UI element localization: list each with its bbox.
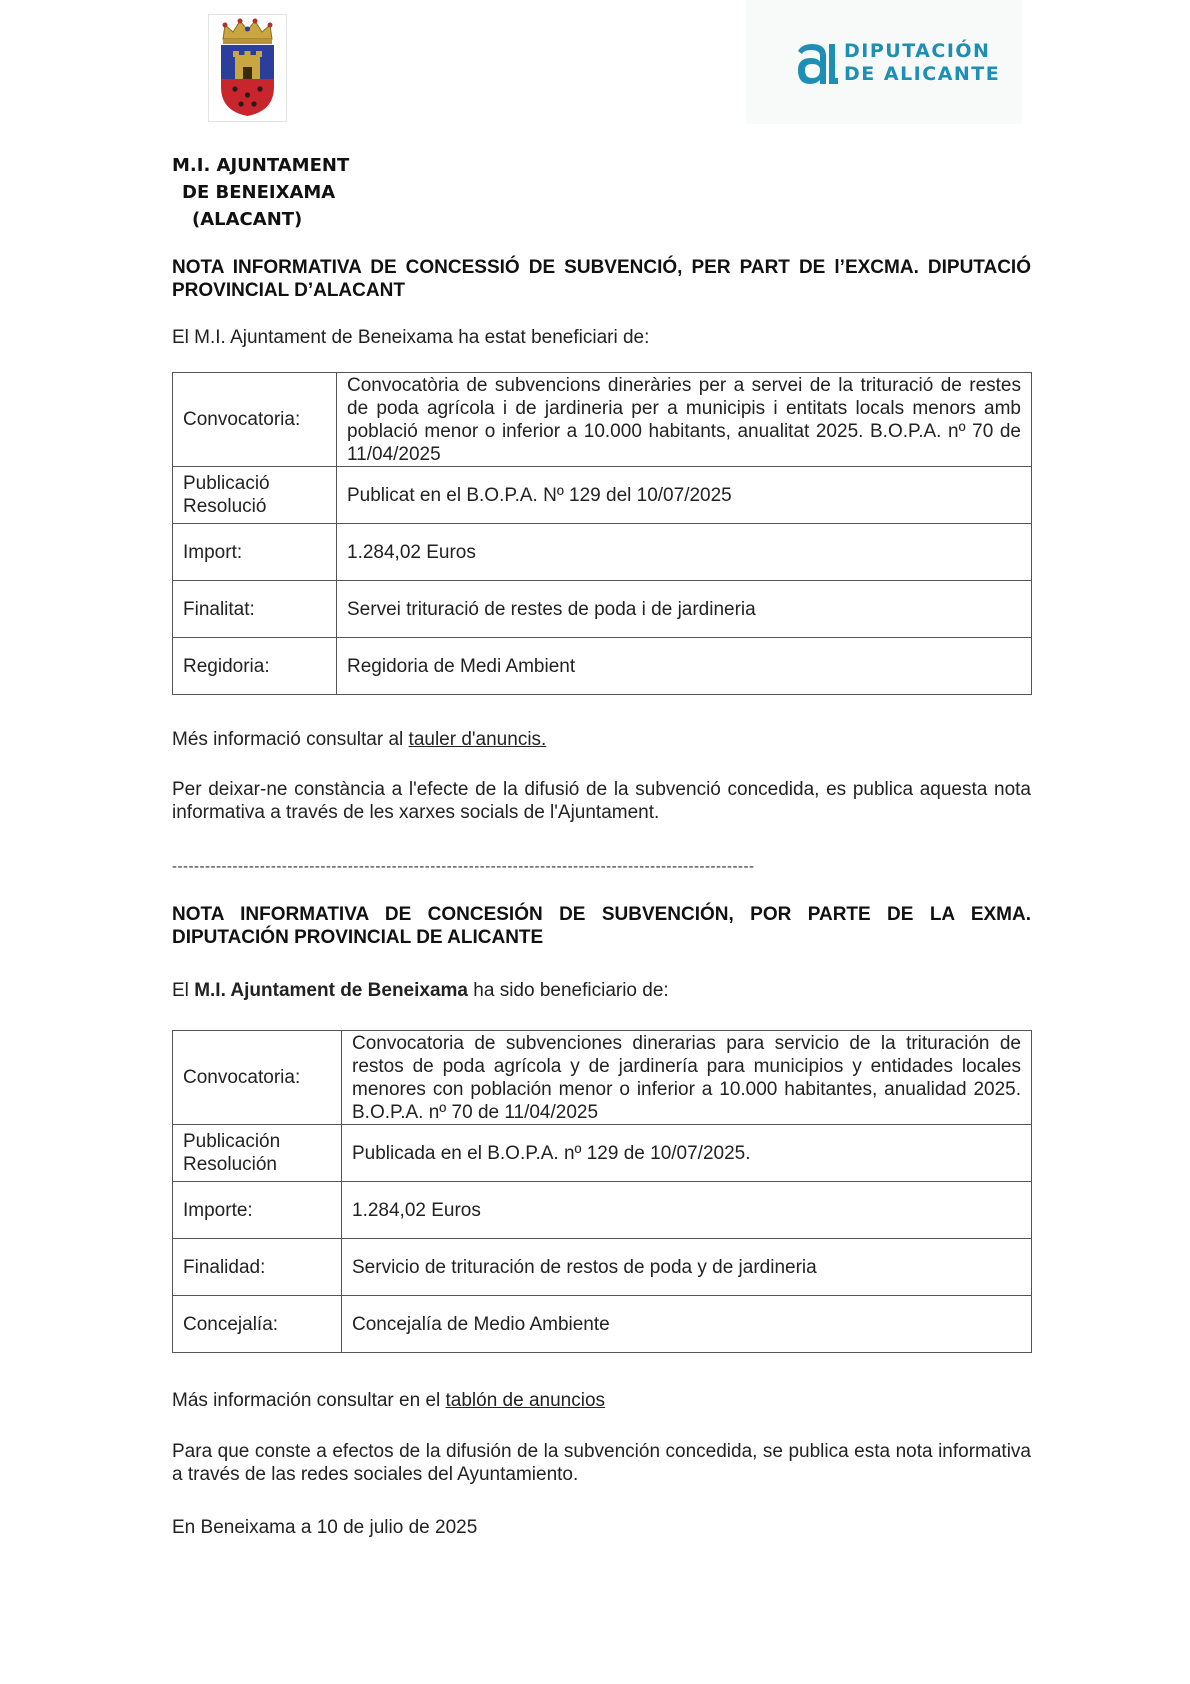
table-row xyxy=(173,581,1032,638)
table-row xyxy=(173,524,1032,581)
valencian-more-info xyxy=(172,728,1031,751)
row-label: Finalitat: xyxy=(173,581,337,638)
spanish-more-info xyxy=(172,1389,1031,1412)
council-name xyxy=(172,152,349,233)
row-value: 1.284,02 Euros xyxy=(337,524,1032,581)
row-label: Import: xyxy=(173,524,337,581)
dipu-name-line2: DE ALICANTE xyxy=(844,63,1001,85)
table-row xyxy=(173,1239,1032,1296)
spanish-intro xyxy=(172,979,1031,1002)
dipu-name-line1: DIPUTACIÓN xyxy=(844,40,991,62)
council-line1: M.I. AJUNTAMENT xyxy=(172,155,350,176)
table-row xyxy=(173,373,1032,467)
more-info-text: Més informació consultar al xyxy=(172,729,409,750)
table-row xyxy=(173,1296,1032,1353)
row-value: Publicat en el B.O.P.A. Nº 129 del 10/07/2025 xyxy=(337,467,1032,524)
row-value: Servei trituració de restes de poda i de jardineria xyxy=(337,581,1032,638)
row-label-line2: Resolució xyxy=(183,496,267,517)
spanish-heading: NOTA INFORMATIVA DE CONCESIÓN DE SUBVENCIÓN, POR PARTE DE LA EXMA. DIPUTACIÓN PROVINCIAL DE ALICANTE xyxy=(172,904,1031,948)
row-label-line1: Publicació xyxy=(183,473,270,494)
row-value: Regidoria de Medi Ambient xyxy=(337,638,1032,695)
row-value: Publicada en el B.O.P.A. nº 129 de 10/07/2025. xyxy=(342,1125,1032,1182)
table-row xyxy=(173,1182,1032,1239)
row-value: Concejalía de Medio Ambiente xyxy=(342,1296,1032,1353)
valencian-heading: NOTA INFORMATIVA DE CONCESSIÓ DE SUBVENCIÓ, PER PART DE l’EXCMA. DIPUTACIÓ PROVINCIAL D’ALACANT xyxy=(172,257,1031,301)
row-label: Regidoria: xyxy=(173,638,337,695)
row-label: Importe: xyxy=(173,1182,342,1239)
tauler-anuncis-link[interactable]: tauler d'anuncis. xyxy=(408,729,547,750)
table-row xyxy=(173,1031,1032,1125)
valencian-info-table xyxy=(172,372,1032,695)
row-label-line1: Publicación xyxy=(183,1131,281,1152)
council-line2: DE BENEIXAMA xyxy=(182,182,336,203)
section-separator: ---------------------------------------------------------------------------------------------------------- xyxy=(172,858,755,875)
valencian-intro: El M.I. Ajuntament de Beneixama ha estat beneficiari de: xyxy=(172,327,650,348)
row-label: Concejalía: xyxy=(173,1296,342,1353)
row-value: 1.284,02 Euros xyxy=(342,1182,1032,1239)
row-label xyxy=(173,1125,342,1182)
diputacion-logo xyxy=(746,0,1022,124)
intro-prefix: El xyxy=(172,980,195,1001)
row-label: Convocatoria: xyxy=(173,1031,342,1125)
spanish-info-table xyxy=(172,1030,1032,1353)
date-line: En Beneixama a 10 de julio de 2025 xyxy=(172,1517,478,1538)
row-label: Convocatoria: xyxy=(173,373,337,467)
table-row xyxy=(173,638,1032,695)
tablon-anuncios-link[interactable]: tablón de anuncios xyxy=(445,1390,606,1411)
spanish-closing: Para que conste a efectos de la difusión de la subvención concedida, se publica esta nota informativa a través de las redes sociales del Ayuntamiento. xyxy=(172,1441,1031,1485)
row-label: Finalidad: xyxy=(173,1239,342,1296)
intro-council-name: M.I. Ajuntament de Beneixama xyxy=(194,980,468,1001)
table-row xyxy=(173,1125,1032,1182)
more-info-text: Más información consultar en el xyxy=(172,1390,446,1411)
row-label-line2: Resolución xyxy=(183,1154,277,1175)
row-value: Convocatòria de subvencions dineràries per a servei de la trituració de restes de poda agrícola i de jardineria per a municipis i entitats locals menors amb població menor o inferior a 10.000 habitants, anualitat 2025. B.O.P.A. nº 70 de 11/04/2025 xyxy=(337,373,1032,467)
table-row xyxy=(173,467,1032,524)
row-value: Servicio de trituración de restos de poda y de jardineria xyxy=(342,1239,1032,1296)
row-label xyxy=(173,467,337,524)
council-line3: (ALACANT) xyxy=(192,209,303,230)
beneixama-crest-icon xyxy=(208,14,287,122)
diputacion-mark-icon xyxy=(794,40,838,86)
row-value: Convocatoria de subvenciones dinerarias para servicio de la trituración de restos de poda agrícola y de jardinería para municipios y entidades locales menores con población menor o inferior a 10.000 habitantes, anualidad 2025. B.O.P.A. nº 70 de 11/04/2025 xyxy=(342,1031,1032,1125)
valencian-closing: Per deixar-ne constància a l'efecte de la difusió de la subvenció concedida, es publica aquesta nota informativa a través de les xarxes socials de l'Ajuntament. xyxy=(172,779,1031,823)
intro-suffix: ha sido beneficiario de: xyxy=(468,980,669,1001)
